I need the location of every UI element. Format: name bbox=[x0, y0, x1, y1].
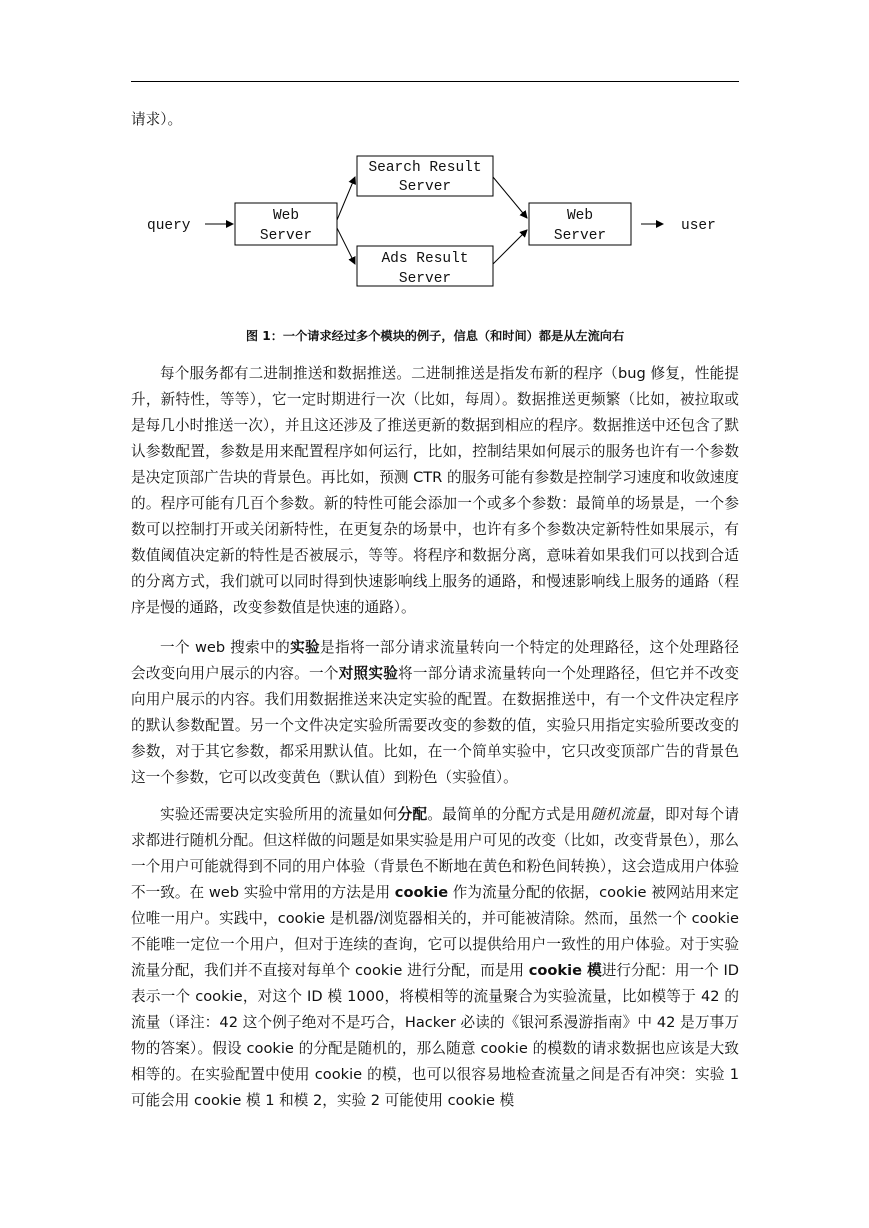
web-server-2-line2: Server bbox=[553, 228, 607, 244]
user-label: user bbox=[681, 218, 716, 234]
arrow-to-ads-result-server bbox=[337, 228, 355, 264]
arrow-search-to-web-server-2 bbox=[493, 177, 527, 218]
paragraph-1: 每个服务都有二进制推送和数据推送。二进制推送是指发布新的程序（bug 修复，性能提升，新特性，等等），它一定时期进行一次（比如，每周）。数据推送更频繁（比如，被拉取或是每几小时推送一次），并且这还涉及了推送更新的数据到相应的程序。数据推送中还包含了默认参数配置，参数是用来配置程序如何运行，比如，控制结果如何展示的服务也许有一个参数是决定顶部广告块的背景色。再比如，预测 CTR 的服务可能有参数是控制学习速度和收敛速度的。程序可能有几百个参数。新的特性可能会添加一个或多个参数：最简单的场景是，一个参数可以控制打开或关闭新特性，在更复杂的场景中，也许有多个参数决定新特性如果展示，有数值阈值决定新的特性是否被展示，等等。将程序和数据分离，意味着如果我们可以找到合适的分离方式，我们就可以同时得到快速影响线上服务的通路，和慢速影响线上服务的通路（程序是慢的通路，改变参数值是快速的通路）。 bbox=[131, 365, 739, 616]
web-server-1-line1: Web bbox=[272, 208, 300, 224]
p3-bold-allocation: 分配 bbox=[397, 806, 428, 823]
p3-bold-cookie-mod: cookie 模 bbox=[528, 962, 602, 979]
p3-text-4: 作为流量分配的依据，cookie 被网站用来定位唯一用户。实践中，cookie 是机器/浏览器相关的，并可能被清除。然而，虽然一个 cookie 不能唯一定位一个用户，但对于连续的查询，它可以提供给用户一致性的用户体验。对于实验流量分配，我们并不直接对每单个 cookie 进行分配，而是用 bbox=[131, 884, 739, 979]
ads-result-server-line2: Server bbox=[398, 271, 452, 287]
p2-text-1: 一个 web 搜索中的 bbox=[160, 639, 291, 656]
ads-result-server-line1: Ads Result bbox=[381, 251, 469, 267]
search-result-server-line1: Search Result bbox=[368, 160, 482, 176]
p2-bold-experiment: 实验 bbox=[290, 639, 321, 656]
p3-italic-random-traffic: 随机流量 bbox=[590, 806, 651, 823]
p2-text-3: 将一部分请求流量转向一个处理路径，但它并不改变向用户展示的内容。我们用数据推送来决定实验的配置。在数据推送中，有一个文件决定程序的默认参数配置。另一个文件决定实验所需要改变的参数的值，实验只用指定实验所要改变的参数，对于其它参数，都采用默认值。比如，在一个简单实验中，它只改变顶部广告的背景色这一个参数，它可以改变黄色（默认值）到粉色（实验值）。 bbox=[131, 665, 739, 786]
continued-text-line: 请求）。 bbox=[131, 111, 183, 128]
search-result-server-box bbox=[357, 156, 493, 196]
request-flow-diagram bbox=[131, 150, 739, 300]
search-result-server-line2: Server bbox=[398, 179, 452, 195]
header-rule bbox=[131, 81, 739, 82]
p2-bold-control-experiment: 对照实验 bbox=[338, 665, 399, 682]
p3-text-3: ，即对每个请求都进行随机分配。但这样做的问题是如果实验是用户可见的改变（比如，改变背景色），那么一个用户可能就得到不同的用户体验（背景色不断地在黄色和粉色间转换），这会造成用户体验不一致。在 web 实验中常用的方法是用 bbox=[131, 806, 739, 901]
ads-result-server-box bbox=[357, 246, 493, 287]
p3-text-5: 进行分配：用一个 ID 表示一个 cookie，对这个 ID 模 1000，将模相等的流量聚合为实验流量，比如模等于 42 的流量（译注：42 这个例子绝对不是巧合，Hacker 必读的《银河系漫游指南》中 42 是万事万物的答案）。假设 cookie 的分配是随机的，那么随意 cookie 的模数的请求数据也应该是大致相等的。在实验配置中使用 cookie 的模，也可以很容易地检查流量之间是否有冲突：实验 1 可能会用 cookie 模 1 和模 2，实验 2 可能使用 cookie 模 bbox=[131, 962, 739, 1109]
query-label: query bbox=[147, 218, 191, 234]
web-server-1-line2: Server bbox=[259, 228, 313, 244]
paragraph-2 bbox=[131, 635, 739, 791]
web-server-2-line1: Web bbox=[566, 208, 594, 224]
p3-text-2: 。最简单的分配方式是用 bbox=[427, 806, 591, 823]
figure-caption: 图 1：一个请求经过多个模块的例子，信息（和时间）都是从左流向右 bbox=[245, 329, 625, 343]
arrow-ads-to-web-server-2 bbox=[493, 230, 527, 264]
arrow-to-search-result-server bbox=[337, 177, 355, 220]
paragraph-3 bbox=[131, 802, 739, 1114]
web-server-1-box bbox=[235, 203, 337, 245]
p3-text-1: 实验还需要决定实验所用的流量如何 bbox=[160, 806, 398, 823]
p3-bold-cookie: cookie bbox=[394, 884, 449, 901]
web-server-2-box bbox=[529, 203, 631, 245]
p2-text-2: 是指将一部分请求流量转向一个特定的处理路径，这个处理路径会改变向用户展示的内容。一个 bbox=[131, 639, 739, 682]
